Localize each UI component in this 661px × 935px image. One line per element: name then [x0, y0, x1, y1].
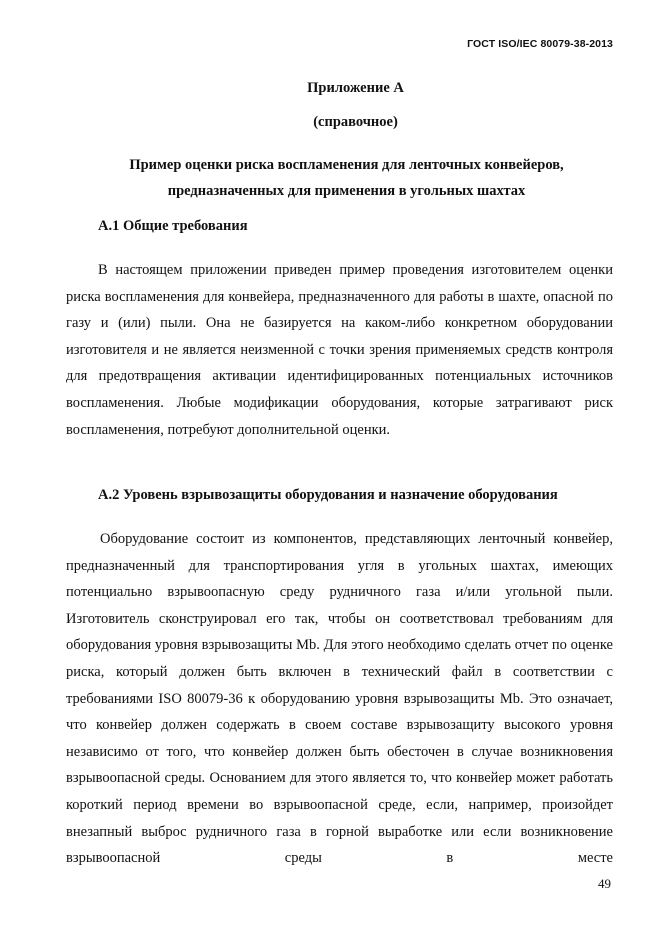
section-text-a2: Оборудование состоит из компонентов, представляющих ленточный конвейер, предназначенный для транспортирования угля в угольных шахтах, имеющих потенциально взрывоопасную среду рудничного газа и/или угольной пыли. Изготовитель сконструировал его так, чтобы он соответствовал требованиям для оборудования уровня взрывозащиты Mb. Для этого необходимо сделать отчет по оценке риска, который должен быть включен в технический файл в соответствии с требованиями ISO 80079-36 к оборудованию уровня взрывозащиты Mb. Это означает, что конвейер должен содержать в своем составе взрывозащиту высокого уровня независимо от того, что конвейер должен быть обесточен в случае возникновения взрывоопасной среды. Основанием для этого является то, что конвейер может работать короткий период времени во взрывоопасной среде, если, например, произойдет внезапный выброс рудничного газа в горной выработке или если возникновение взрывоопасной среды в месте [66, 531, 613, 867]
page-number: 49 [598, 876, 611, 891]
standard-code: ГОСТ ISO/IEC 80079-38-2013 [467, 38, 613, 50]
appendix-title: Приложение А [307, 80, 404, 96]
section-heading-a2: А.2 Уровень взрывозащиты оборудования и назначение оборудования [98, 487, 558, 503]
appendix-subject-line1: Пример оценки риска воспламенения для ленточных конвейеров, [129, 157, 564, 173]
section-text-a1: В настоящем приложении приведен пример проведения изготовителем оценки риска воспламенения для конвейера, предназначенного для работы в шахте, опасной по газу и (или) пыли. Она не базируется на каком-либо конкретном оборудовании изготовителя и не является неизменной с точки зрения применяемых средств контроля для предотвращения активации идентифицированных потенциальных источников воспламенения. Любые модификации оборудования, которые затрагивают риск воспламенения, потребуют дополнительной оценки. [66, 262, 613, 438]
appendix-subject [78, 152, 615, 204]
appendix-subject-line2: предназначенных для применения в угольных шахтах [167, 183, 526, 199]
appendix-note: (справочное) [313, 114, 398, 130]
section-heading-a1: А.1 Общие требования [98, 218, 248, 234]
